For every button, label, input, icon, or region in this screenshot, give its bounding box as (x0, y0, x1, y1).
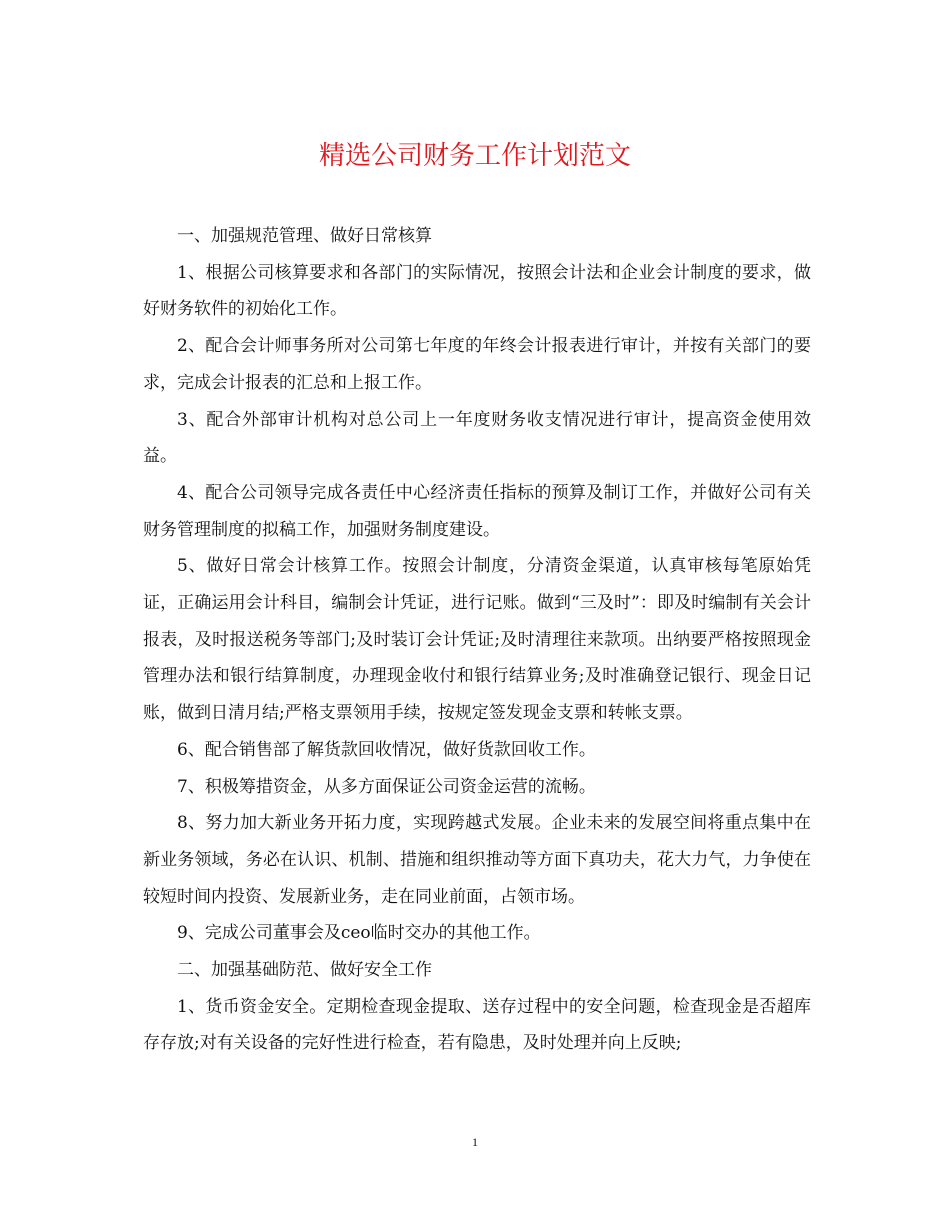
paragraph-1-2: 2、配合会计师事务所对公司第七年度的年终会计报表进行审计，并按有关部门的要求，完成会计报表的汇总和上报工作。 (143, 336, 811, 393)
paragraph-1-1: 1、根据公司核算要求和各部门的实际情况，按照会计法和企业会计制度的要求，做好财务软件的初始化工作。 (143, 262, 811, 320)
paragraph-2-1: 1、货币资金安全。定期检查现金提取、送存过程中的安全问题，检查现金是否超库存存放;对有关设备的完好性进行检查，若有隐患，及时处理并向上反映; (143, 996, 811, 1054)
paragraph-1-6: 6、配合销售部了解货款回收情况，做好货款回收工作。 (177, 739, 596, 760)
section-heading-1: 一、加强规范管理、做好日常核算 (177, 226, 432, 246)
paragraph-1-5: 5、做好日常会计核算工作。按照会计制度，分清资金渠道，认真审核每笔原始凭证，正确运用会计科目，编制会计凭证，进行记账。做到“三及时”：即及时编制有关会计报表，及时报送税务等部门;及时装订会计凭证;及时清理往来款项。出纳要严格按照现金管理办法和银行结算制度，办理现金收付和银行结算业务;及时准确登记银行、现金日记账，做到日清月结;严格支票领用手续，按规定签发现金支票和转帐支票。 (143, 556, 811, 724)
page-number: 1 (472, 1135, 478, 1149)
paragraph-1-7: 7、积极筹措资金，从多方面保证公司资金运营的流畅。 (177, 776, 596, 797)
paragraph-1-4: 4、配合公司领导完成各责任中心经济责任指标的预算及制订工作，并做好公司有关财务管理制度的拟稿工作，加强财务制度建设。 (143, 482, 811, 540)
paragraph-1-3: 3、配合外部审计机构对总公司上一年度财务收支情况进行审计，提高资金使用效益。 (143, 409, 811, 467)
document-title: 精选公司财务工作计划范文 (318, 141, 631, 171)
section-heading-2: 二、加强基础防范、做好安全工作 (177, 960, 432, 981)
paragraph-1-9: 9、完成公司董事会及ceo临时交办的其他工作。 (177, 923, 541, 944)
document-body (143, 218, 811, 1062)
paragraph-1-8: 8、努力加大新业务开拓力度，实现跨越式发展。企业未来的发展空间将重点集中在新业务领域，务必在认识、机制、措施和组织推动等方面下真功夫，花大力气，力争使在较短时间内投资、发展新业务，走在同业前面，占领市场。 (143, 813, 811, 907)
